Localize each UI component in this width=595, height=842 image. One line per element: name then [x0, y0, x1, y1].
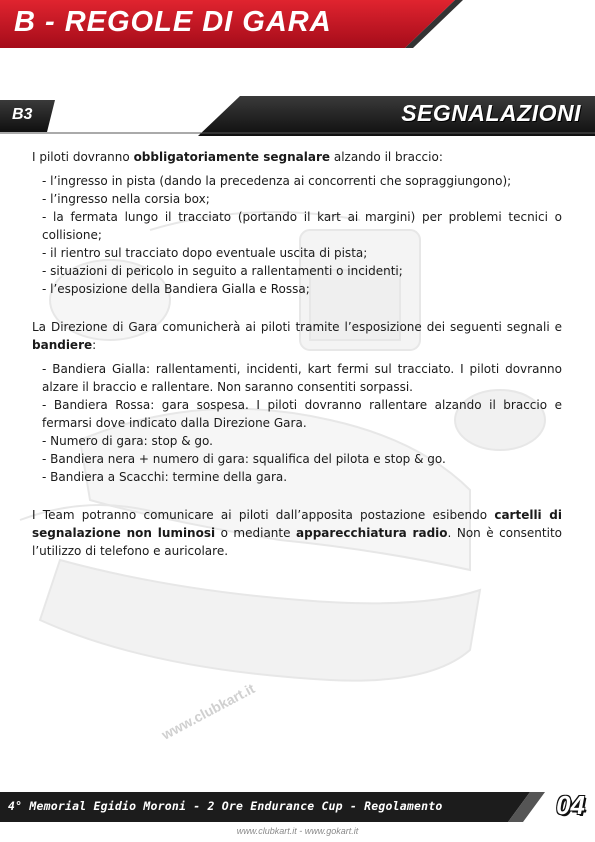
page-number: 04 — [556, 790, 585, 820]
flags-bold: bandiere — [32, 338, 93, 352]
team-bold-signs: cartelli di segnalazione non luminosi — [32, 508, 562, 540]
team-text-end: . Non è consentito l’utilizzo di telefono e auricolare. — [32, 526, 562, 558]
footer-websites: www.clubkart.it - www.gokart.it — [236, 826, 359, 836]
team-text-mid: o mediante — [215, 526, 296, 540]
intro-paragraph — [32, 148, 562, 166]
flags-text-end: : — [92, 338, 97, 352]
team-bold-radio: apparecchiatura radio — [296, 526, 448, 540]
list-item: - Bandiera nera + numero di gara: squalifica del pilota e stop & go. — [42, 452, 446, 466]
watermark-url: www.clubkart.it — [158, 680, 258, 743]
section-title: SEGNALAZIONI — [401, 100, 581, 126]
signal-list — [32, 172, 562, 298]
list-item: - Bandiera Rossa: gara sospesa. I piloti dovranno rallentare alzando il braccio e fermarsi dove indicato dalla Direzione Gara. — [42, 398, 562, 430]
list-item: - l’ingresso in pista (dando la precedenza ai concorrenti che sopraggiungono); — [42, 174, 512, 188]
intro-bold: obbligatoriamente segnalare — [133, 150, 331, 164]
list-item: - situazioni di pericolo in seguito a rallentamenti o incidenti; — [42, 264, 403, 278]
footer-text: 4° Memorial Egidio Moroni - 2 Ore Endurance Cup - Regolamento — [8, 799, 443, 813]
intro-text-end: alzando il braccio: — [330, 150, 443, 164]
team-text: I Team potranno comunicare ai piloti dall’apposita postazione esibendo — [32, 508, 495, 522]
list-item: - Bandiera a Scacchi: termine della gara. — [42, 470, 288, 484]
body-content — [32, 148, 562, 560]
flags-paragraph — [32, 318, 562, 354]
intro-text: I piloti dovranno — [32, 150, 134, 164]
list-item: - Bandiera Gialla: rallentamenti, incidenti, kart fermi sul tracciato. I piloti dovranno alzare il braccio e rallentare. Non saranno consentiti sorpassi. — [42, 362, 562, 394]
list-item: - l’ingresso nella corsia box; — [42, 192, 210, 206]
list-item: - la fermata lungo il tracciato (portando il kart ai margini) per problemi tecnici o collisione; — [42, 210, 562, 242]
list-item: - Numero di gara: stop & go. — [42, 434, 213, 448]
list-item: - il rientro sul tracciato dopo eventuale uscita di pista; — [42, 246, 368, 260]
flags-list — [32, 360, 562, 486]
chapter-title: B - REGOLE DI GARA — [14, 6, 332, 38]
team-paragraph — [32, 506, 562, 560]
section-code: B3 — [12, 106, 33, 123]
list-item: - l’esposizione della Bandiera Gialla e Rossa; — [42, 282, 310, 296]
flags-text: La Direzione di Gara comunicherà ai piloti tramite l’esposizione dei seguenti segnali e — [32, 320, 562, 334]
